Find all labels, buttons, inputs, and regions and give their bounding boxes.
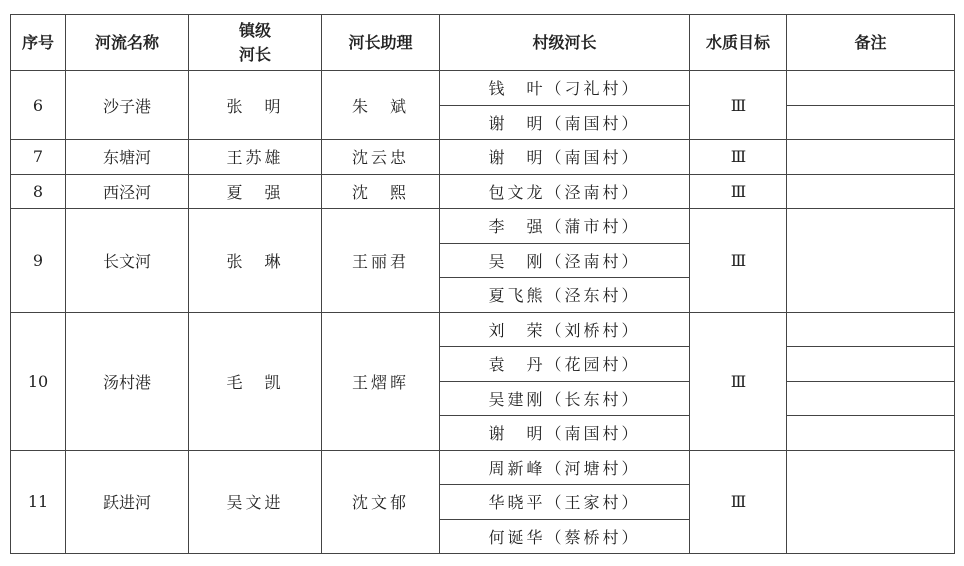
- village-chief: 谢 明（南国村）: [440, 416, 690, 451]
- water-quality-target: Ⅲ: [690, 209, 787, 313]
- chief-assistant: 沈云忠: [322, 140, 440, 175]
- notes-cell: [787, 140, 955, 175]
- header-no: 序号: [11, 15, 66, 71]
- village-chief: 谢 明（南国村）: [440, 140, 690, 175]
- header-village-chief: 村级河长: [440, 15, 690, 71]
- table-body: [11, 71, 955, 554]
- notes-cell: [787, 416, 955, 451]
- header-water-target: 水质目标: [690, 15, 787, 71]
- village-chief: 吴 刚（泾南村）: [440, 243, 690, 278]
- table-row: [11, 312, 955, 347]
- river-chief-table: [10, 14, 955, 554]
- notes-cell: [787, 174, 955, 209]
- town-chief: 夏 强: [189, 174, 322, 209]
- table-row: [11, 174, 955, 209]
- river-name: 东塘河: [66, 140, 189, 175]
- village-chief: 夏飞熊（泾东村）: [440, 278, 690, 313]
- river-name: 沙子港: [66, 71, 189, 140]
- river-name: 长文河: [66, 209, 189, 313]
- village-chief: 袁 丹（花园村）: [440, 347, 690, 382]
- header-row: [11, 15, 955, 71]
- water-quality-target: Ⅲ: [690, 174, 787, 209]
- table-row: [11, 140, 955, 175]
- town-chief: 张 明: [189, 71, 322, 140]
- water-quality-target: Ⅲ: [690, 312, 787, 450]
- village-chief: 何诞华（蔡桥村）: [440, 519, 690, 554]
- village-chief: 谢 明（南国村）: [440, 105, 690, 140]
- village-chief: 钱 叶（刁礼村）: [440, 71, 690, 106]
- table-row: [11, 450, 955, 485]
- notes-cell: [787, 450, 955, 554]
- village-chief: 刘 荣（刘桥村）: [440, 312, 690, 347]
- town-chief: 吴文进: [189, 450, 322, 554]
- village-chief: 李 强（蒲市村）: [440, 209, 690, 244]
- notes-cell: [787, 381, 955, 416]
- village-chief: 周新峰（河塘村）: [440, 450, 690, 485]
- notes-cell: [787, 105, 955, 140]
- town-chief: 王苏雄: [189, 140, 322, 175]
- notes-cell: [787, 71, 955, 106]
- water-quality-target: Ⅲ: [690, 140, 787, 175]
- header-assistant: 河长助理: [322, 15, 440, 71]
- river-number: 11: [11, 450, 66, 554]
- header-river-name: 河流名称: [66, 15, 189, 71]
- river-name: 汤村港: [66, 312, 189, 450]
- river-number: 9: [11, 209, 66, 313]
- village-chief: 包文龙（泾南村）: [440, 174, 690, 209]
- river-number: 7: [11, 140, 66, 175]
- river-name: 西泾河: [66, 174, 189, 209]
- table-row: [11, 209, 955, 244]
- table-row: [11, 71, 955, 106]
- village-chief: 华晓平（王家村）: [440, 485, 690, 520]
- notes-cell: [787, 209, 955, 313]
- river-name: 跃进河: [66, 450, 189, 554]
- notes-cell: [787, 312, 955, 347]
- town-chief: 张 琳: [189, 209, 322, 313]
- chief-assistant: 朱 斌: [322, 71, 440, 140]
- notes-cell: [787, 347, 955, 382]
- chief-assistant: 沈 熙: [322, 174, 440, 209]
- chief-assistant: 沈文郁: [322, 450, 440, 554]
- village-chief: 吴建刚（长东村）: [440, 381, 690, 416]
- chief-assistant: 王熠晖: [322, 312, 440, 450]
- water-quality-target: Ⅲ: [690, 450, 787, 554]
- river-number: 6: [11, 71, 66, 140]
- water-quality-target: Ⅲ: [690, 71, 787, 140]
- river-number: 10: [11, 312, 66, 450]
- header-town-chief: 镇级 河长: [189, 15, 322, 71]
- river-number: 8: [11, 174, 66, 209]
- chief-assistant: 王丽君: [322, 209, 440, 313]
- header-notes: 备注: [787, 15, 955, 71]
- town-chief: 毛 凯: [189, 312, 322, 450]
